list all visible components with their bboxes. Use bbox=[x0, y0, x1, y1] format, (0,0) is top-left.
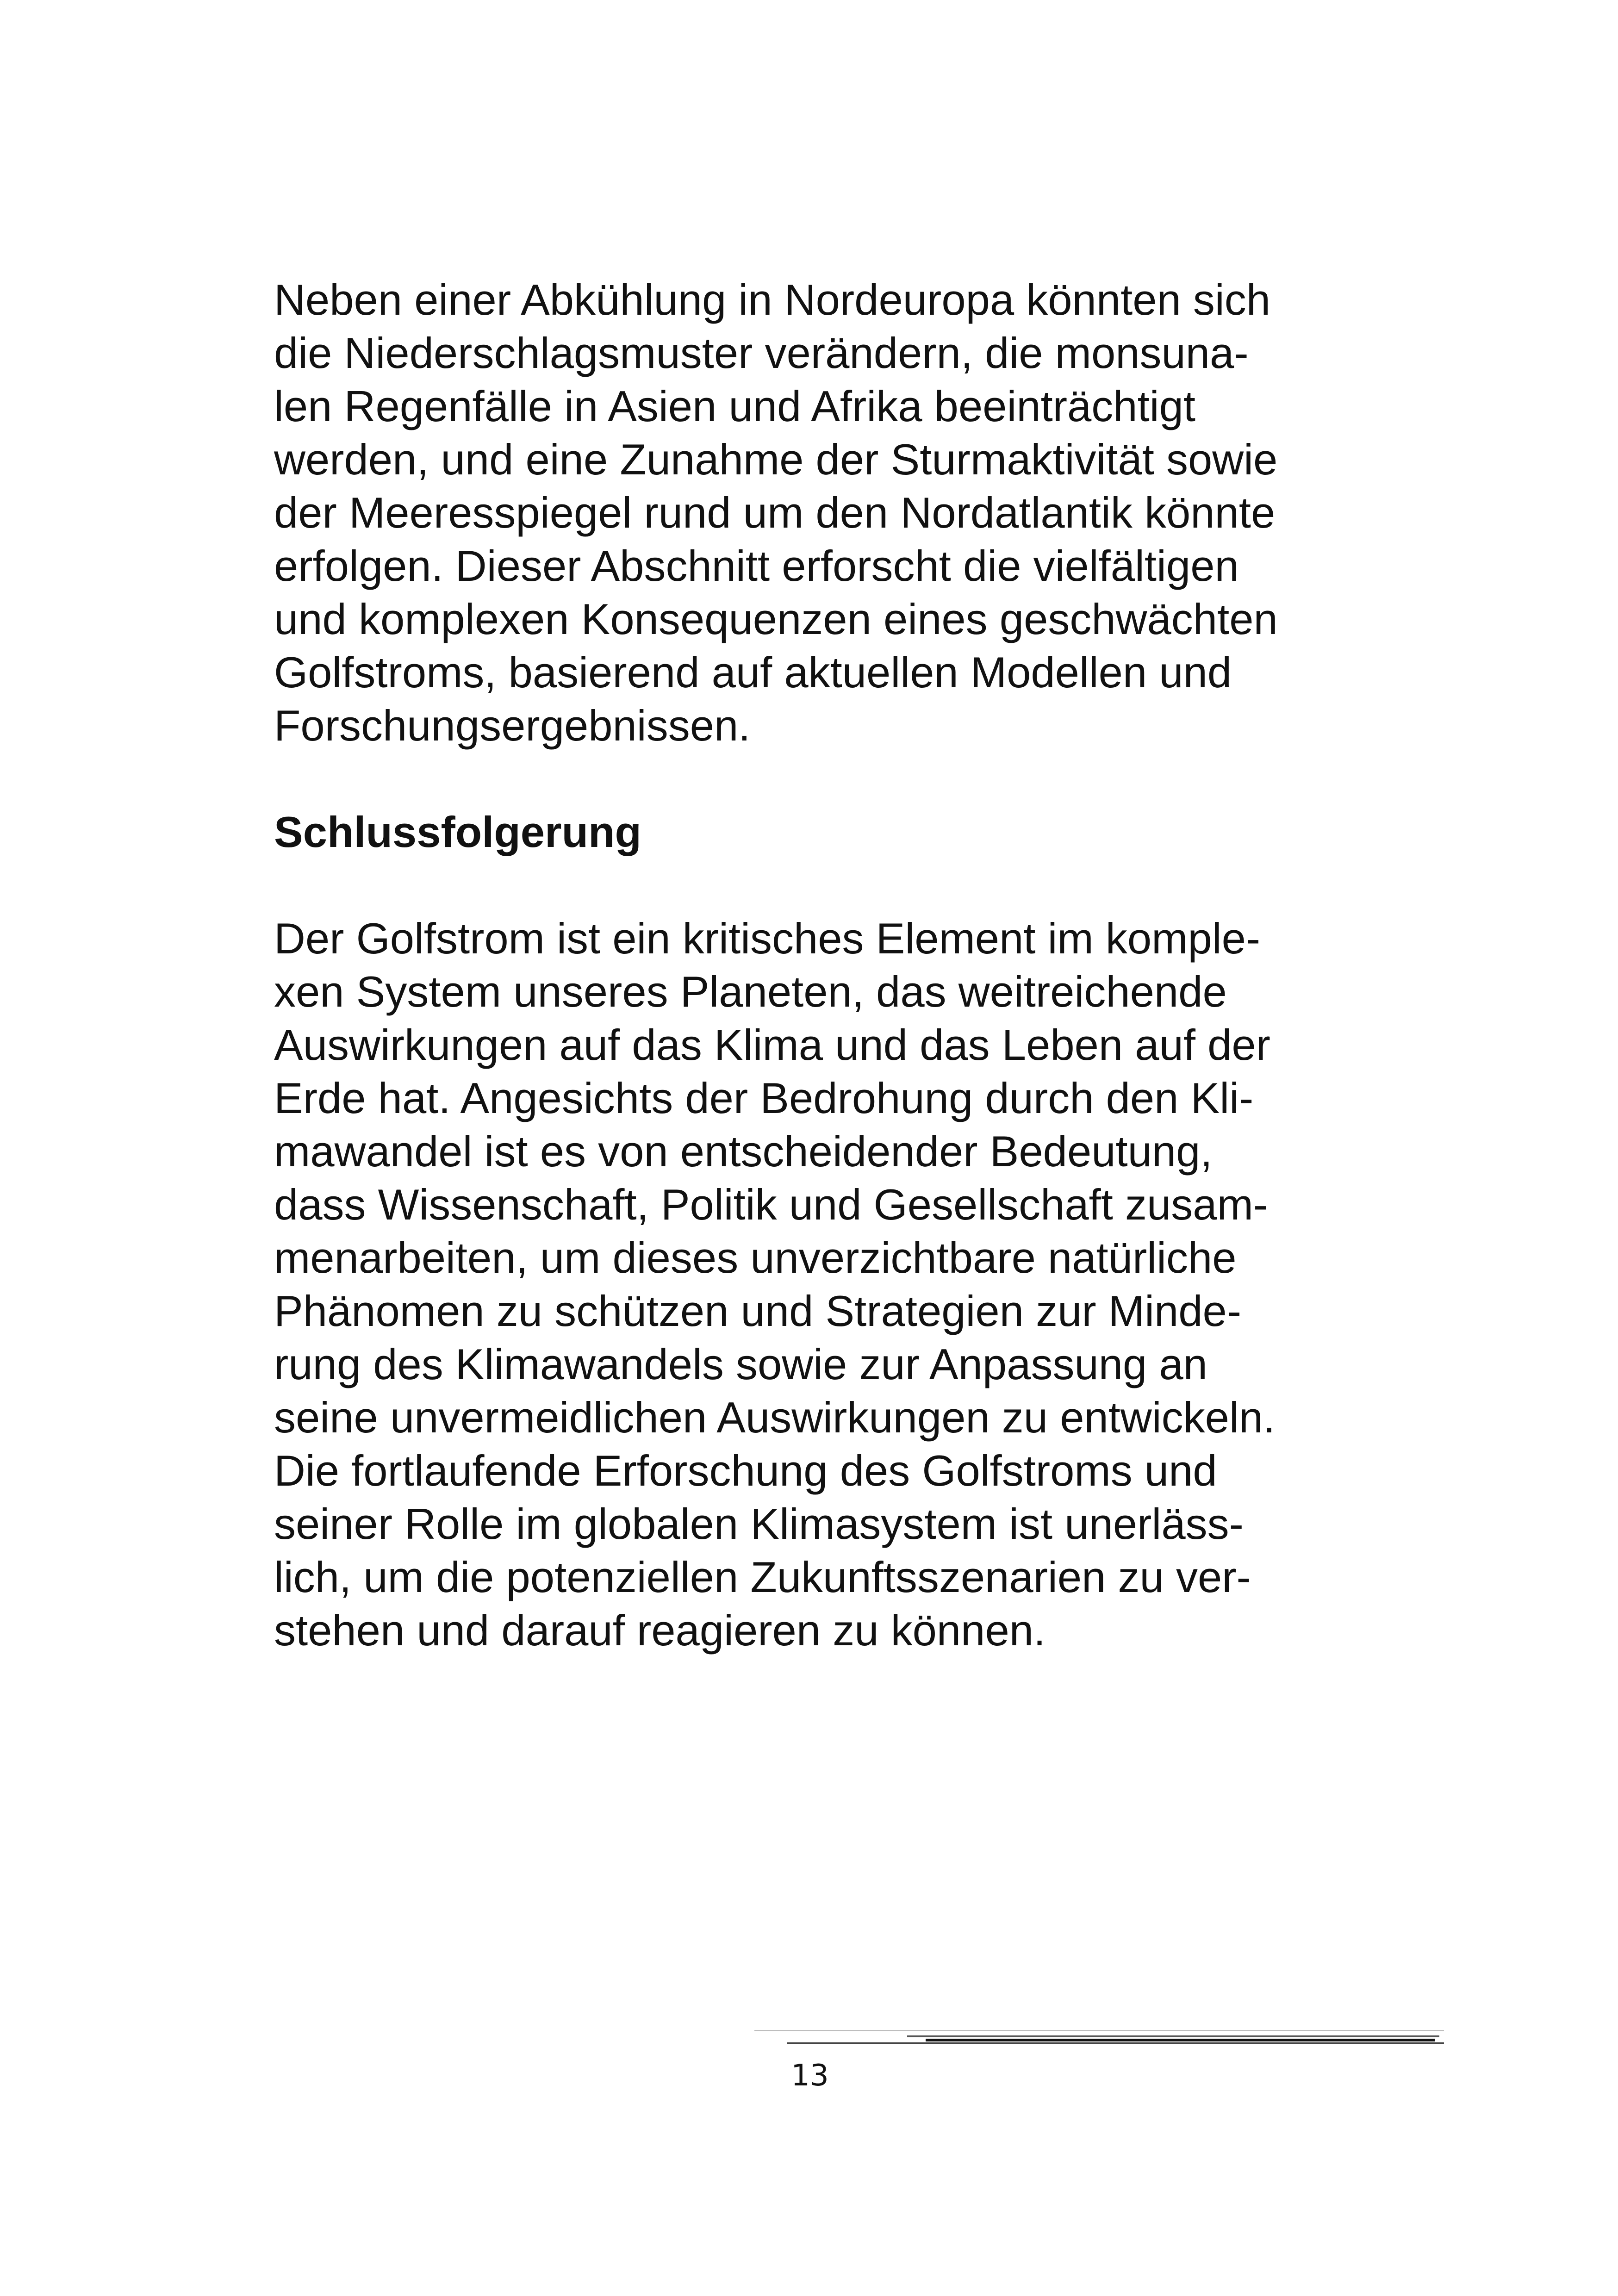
paragraph-line: xen System unseres Planeten, das weitreichende bbox=[274, 967, 1227, 1016]
paragraph-line: werden, und eine Zunahme der Sturmaktivität sowie bbox=[274, 435, 1278, 484]
paragraph-line: Phänomen zu schützen und Strategien zur Minde- bbox=[274, 1287, 1242, 1335]
paragraph-line: Erde hat. Angesichts der Bedrohung durch den Kli- bbox=[274, 1074, 1254, 1122]
paragraph-line: Der Golfstrom ist ein kritisches Element im komple- bbox=[274, 914, 1261, 963]
paragraph-line: seine unvermeidlichen Auswirkungen zu entwickeln. bbox=[274, 1393, 1276, 1442]
paragraph-line: und komplexen Konsequenzen eines geschwächten bbox=[274, 595, 1278, 643]
paragraph-line: stehen und darauf reagieren zu können. bbox=[274, 1606, 1046, 1655]
footer-divider bbox=[926, 2039, 1435, 2041]
footer-divider bbox=[754, 2030, 1444, 2031]
paragraph-line: rung des Klimawandels sowie zur Anpassung an bbox=[274, 1340, 1207, 1388]
paragraph-line: lich, um die potenziellen Zukunftsszenarien zu ver- bbox=[274, 1553, 1251, 1601]
paragraph-line: len Regenfälle in Asien und Afrika beeinträchtigt bbox=[274, 382, 1195, 430]
paragraph-line: menarbeiten, um dieses unverzichtbare natürliche bbox=[274, 1233, 1237, 1282]
paragraph-line: Forschungsergebnissen. bbox=[274, 701, 751, 750]
paragraph-line: Golfstroms, basierend auf aktuellen Modellen und bbox=[274, 648, 1232, 697]
paragraph-line: dass Wissenschaft, Politik und Gesellschaft zusam- bbox=[274, 1180, 1268, 1229]
paragraph-line: Die fortlaufende Erforschung des Golfstroms und bbox=[274, 1446, 1217, 1495]
page-number: 13 bbox=[791, 2059, 829, 2093]
paragraph-line: die Niederschlagsmuster verändern, die monsuna- bbox=[274, 329, 1249, 377]
paragraph-line: Auswirkungen auf das Klima und das Leben auf der bbox=[274, 1020, 1270, 1069]
paragraph-line: seiner Rolle im globalen Klimasystem ist unerläss- bbox=[274, 1500, 1244, 1548]
paragraph-line: mawandel ist es von entscheidender Bedeutung, bbox=[274, 1127, 1213, 1176]
footer-divider bbox=[907, 2035, 1439, 2037]
footer-divider bbox=[787, 2042, 1444, 2044]
section-heading: Schlussfolgerung bbox=[274, 808, 641, 856]
paragraph-line: Neben einer Abkühlung in Nordeuropa könnten sich bbox=[274, 275, 1271, 324]
paragraph-line: erfolgen. Dieser Abschnitt erforscht die vielfältigen bbox=[274, 541, 1239, 590]
paragraph-line: der Meeresspiegel rund um den Nordatlantik könnte bbox=[274, 488, 1276, 537]
